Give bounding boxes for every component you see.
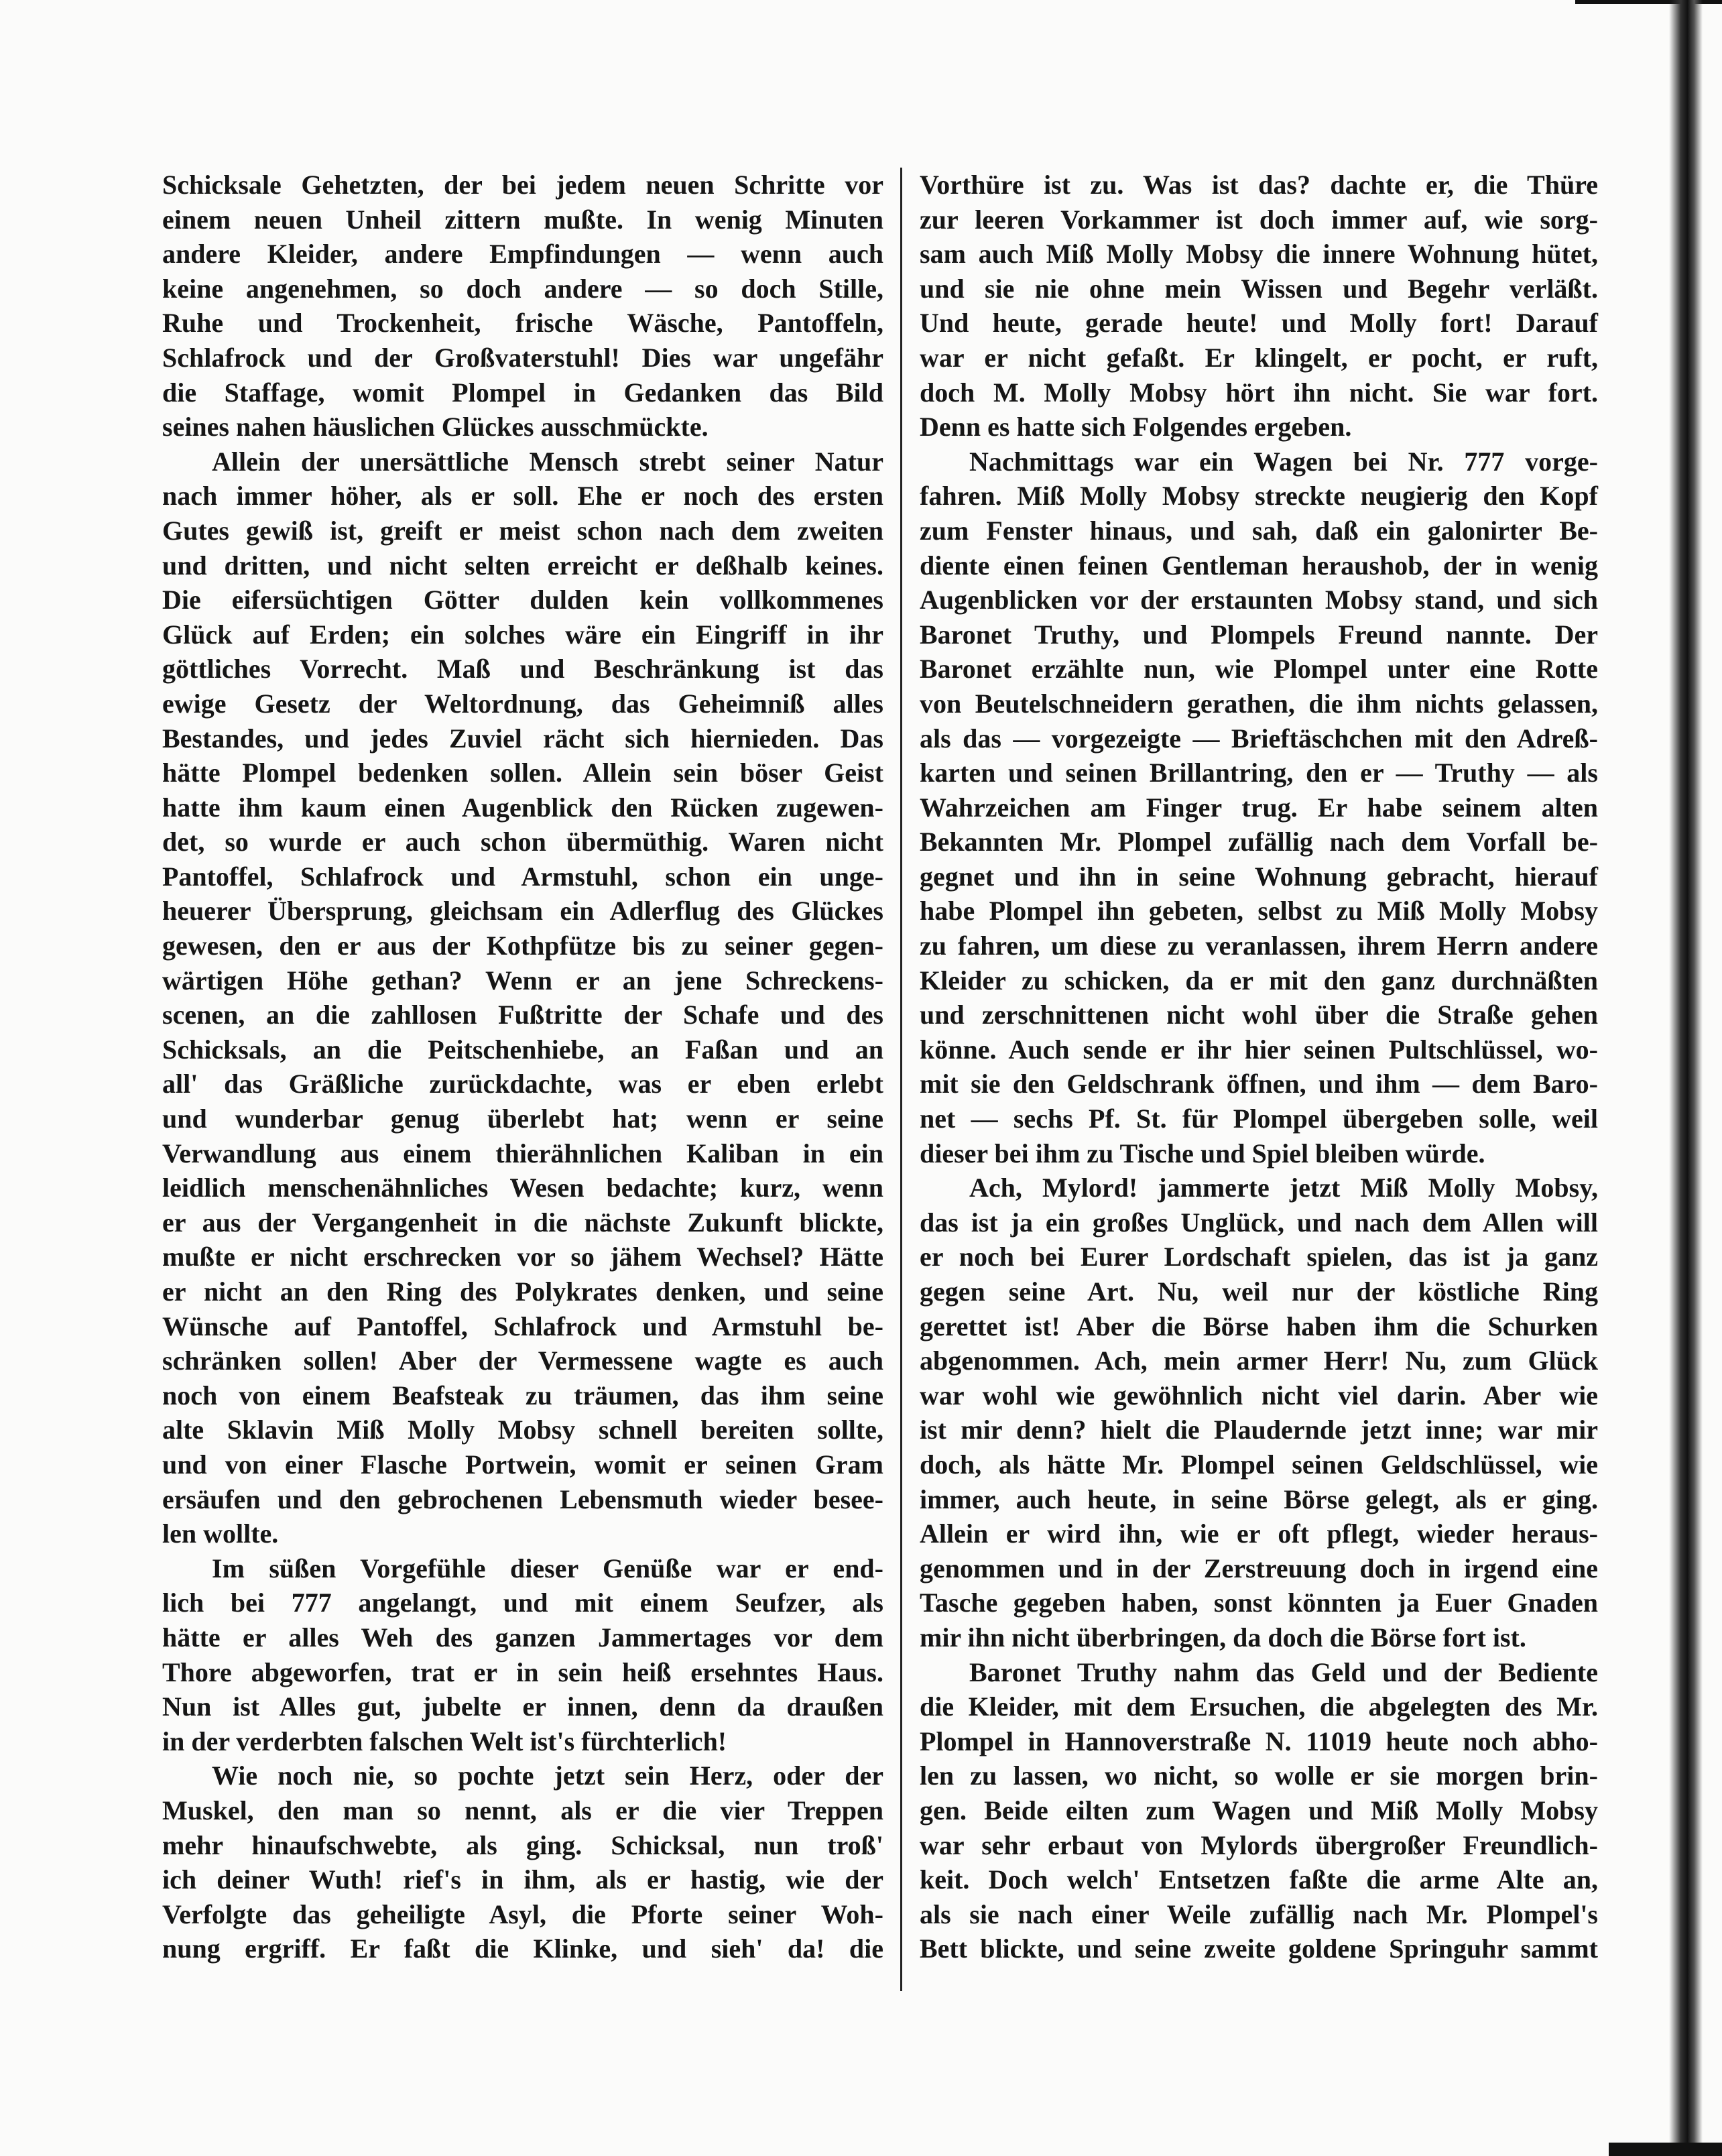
text-line: könne. Auch sende er ihr hier seinen Pultschlüssel, wo- (920, 1034, 1598, 1065)
text-line: Bestandes, und jedes Zuviel rächt sich hiernieden. Das (162, 723, 883, 754)
text-line: immer, auch heute, in seine Börse gelegt, als er ging. (920, 1484, 1598, 1514)
text-line: und von einer Flasche Portwein, womit er seinen Gram (162, 1449, 883, 1480)
text-line: Im süßen Vorgefühle dieser Genüße war er end- (212, 1553, 883, 1583)
text-line: Thore abgeworfen, trat er in sein heiß ersehntes Haus. (162, 1657, 883, 1687)
text-line: Bett blickte, und seine zweite goldene Springuhr sammt (920, 1933, 1598, 1964)
text-line: abgenommen. Ach, mein armer Herr! Nu, zum Glück (920, 1345, 1598, 1376)
text-line: mit sie den Geldschrank öffnen, und ihm — dem Baro- (920, 1069, 1598, 1099)
text-line: Schicksale Gehetzten, der bei jedem neuen Schritte vor (162, 170, 883, 200)
text-line: gewesen, den er aus der Kothpfütze bis zu seiner gegen- (162, 931, 883, 961)
text-line: Verfolgte das geheiligte Asyl, die Pforte seiner Woh- (162, 1899, 883, 1929)
text-line: Baronet Truthy, und Plompels Freund nannte. Der (920, 619, 1598, 650)
text-column-left (162, 168, 883, 1966)
text-line: Nachmittags war ein Wagen bei Nr. 777 vorge- (969, 446, 1598, 477)
text-line: ist mir denn? hielt die Plaudernde jetzt inne; war mir (920, 1415, 1598, 1445)
text-line: war sehr erbaut von Mylords übergroßer Freundlich- (920, 1830, 1598, 1860)
text-line: len zu lassen, wo nicht, so wolle er sie morgen brin- (920, 1760, 1598, 1791)
text-line: Nun ist Alles gut, jubelte er innen, denn da draußen (162, 1691, 883, 1722)
text-line: hätte Plompel bedenken sollen. Allein sein böser Geist (162, 758, 883, 788)
text-line: doch M. Molly Mobsy hört ihn nicht. Sie war fort. (920, 377, 1598, 408)
text-line: nach immer höher, als er soll. Ehe er noch des ersten (162, 481, 883, 512)
text-line: seines nahen häuslichen Glückes ausschmückte. (162, 412, 709, 442)
text-line: Die eifersüchtigen Götter dulden kein vollkommenes (162, 585, 883, 615)
text-line: diente einen feinen Gentleman heraushob, der in wenig (920, 550, 1598, 581)
text-line: war er nicht gefaßt. Er klingelt, er pocht, er ruft, (920, 342, 1598, 373)
text-line: war wohl wie gewöhnlich nicht viel darin. Aber wie (920, 1380, 1598, 1411)
text-line: scenen, an die zahllosen Fußtritte der Schafe und des (162, 1000, 883, 1030)
text-line: noch von einem Beafsteak zu träumen, das ihm seine (162, 1380, 883, 1411)
text-line: net — sechs Pf. St. für Plompel übergeben solle, weil (920, 1103, 1598, 1134)
text-line: keine angenehmen, so doch andere — so doch Stille, (162, 273, 883, 304)
text-line: Baronet Truthy nahm das Geld und der Bediente (969, 1657, 1598, 1687)
text-line: Pantoffel, Schlafrock und Armstuhl, schon ein unge- (162, 861, 883, 892)
text-line: Wünsche auf Pantoffel, Schlafrock und Armstuhl be- (162, 1311, 883, 1341)
text-line: Schicksals, an die Peitschenhiebe, an Faßan und an (162, 1034, 883, 1065)
text-line: leidlich menschenähnliches Wesen bedachte; kurz, wenn (162, 1173, 883, 1203)
text-line: all' das Gräßliche zurückdachte, was er eben erlebt (162, 1069, 883, 1099)
text-line: gegen seine Art. Nu, weil nur der köstliche Ring (920, 1276, 1598, 1307)
text-line: mußte er nicht erschrecken vor so jähem Wechsel? Hätte (162, 1242, 883, 1272)
text-line: Plompel in Hannoverstraße N. 11019 heute noch abho- (920, 1726, 1598, 1756)
text-line: mehr hinaufschwebte, als ging. Schicksal, nun troß' (162, 1830, 883, 1860)
text-line: nung ergriff. Er faßt die Klinke, und sieh' da! die (162, 1933, 883, 1964)
text-line: dieser bei ihm zu Tische und Spiel bleiben würde. (920, 1138, 1485, 1169)
text-line: Gutes gewiß ist, greift er meist schon nach dem zweiten (162, 515, 883, 546)
text-line: von Beutelschneidern gerathen, die ihm nichts gelassen, (920, 688, 1598, 719)
text-line: Vorthüre ist zu. Was ist das? dachte er, die Thüre (920, 170, 1598, 200)
text-column-right (920, 168, 1598, 1966)
column-divider (900, 168, 902, 1991)
text-line: er noch bei Eurer Lordschaft spielen, das ist ja ganz (920, 1242, 1598, 1272)
text-line: zum Fenster hinaus, und sah, daß ein galonirter Be- (920, 515, 1598, 546)
text-line: Und heute, gerade heute! und Molly fort! Darauf (920, 308, 1598, 339)
text-line: Allein er wird ihn, wie er oft pflegt, wieder heraus- (920, 1518, 1598, 1549)
text-line: Baronet erzählte nun, wie Plompel unter eine Rotte (920, 654, 1598, 684)
text-line: und zerschnittenen nicht wohl über die Straße gehen (920, 1000, 1598, 1030)
text-line: ewige Gesetz der Weltordnung, das Geheimniß alles (162, 688, 883, 719)
text-line: lich bei 777 angelangt, und mit einem Seufzer, als (162, 1588, 883, 1618)
text-line: alte Sklavin Miß Molly Mobsy schnell bereiten sollte, (162, 1415, 883, 1445)
text-line: er aus der Vergangenheit in die nächste Zukunft blickte, (162, 1207, 883, 1238)
text-line: in der verderbten falschen Welt ist's fürchterlich! (162, 1726, 727, 1756)
text-line: Glück auf Erden; ein solches wäre ein Eingriff in ihr (162, 619, 883, 650)
text-line: Wie noch nie, so pochte jetzt sein Herz, oder der (212, 1760, 883, 1791)
text-line: doch, als hätte Mr. Plompel seinen Geldschlüssel, wie (920, 1449, 1598, 1480)
text-line: er nicht an den Ring des Polykrates denken, und seine (162, 1276, 883, 1307)
text-line: und dritten, und nicht selten erreicht er deßhalb keines. (162, 550, 883, 581)
text-line: Ach, Mylord! jammerte jetzt Miß Molly Mobsy, (969, 1173, 1598, 1203)
text-line: keit. Doch welch' Entsetzen faßte die arme Alte an, (920, 1864, 1598, 1895)
text-line: göttliches Vorrecht. Maß und Beschränkung ist das (162, 654, 883, 684)
text-line: schränken sollen! Aber der Vermessene wagte es auch (162, 1345, 883, 1376)
text-line: Wahrzeichen am Finger trug. Er habe seinem alten (920, 792, 1598, 823)
book-gutter-shadow (1669, 0, 1703, 2156)
text-line: hätte er alles Weh des ganzen Jammertages vor dem (162, 1622, 883, 1653)
text-line: gerettet ist! Aber die Börse haben ihm die Schurken (920, 1311, 1598, 1341)
text-line: und wunderbar genug überlebt hat; wenn er seine (162, 1103, 883, 1134)
text-line: heuerer Übersprung, gleichsam ein Adlerflug des Glückes (162, 896, 883, 926)
text-line: einem neuen Unheil zittern mußte. In wenig Minuten (162, 204, 883, 235)
text-line: ich deiner Wuth! rief's in ihm, als er hastig, wie der (162, 1864, 883, 1895)
text-line: Kleider zu schicken, da er mit den ganz durchnäßten (920, 965, 1598, 996)
text-line: zur leeren Vorkammer ist doch immer auf, wie sorg- (920, 204, 1598, 235)
text-line: Denn es hatte sich Folgendes ergeben. (920, 412, 1352, 442)
text-line: Muskel, den man so nennt, als er die vier Treppen (162, 1795, 883, 1825)
text-line: sam auch Miß Molly Mobsy die innere Wohnung hütet, (920, 239, 1598, 270)
text-line: Schlafrock und der Großvaterstuhl! Dies war ungefähr (162, 342, 883, 373)
text-line: und sie nie ohne mein Wissen und Begehr verläßt. (920, 273, 1598, 304)
text-line: mir ihn nicht überbringen, da doch die Börse fort ist. (920, 1622, 1526, 1653)
text-line: die Staffage, womit Plompel in Gedanken das Bild (162, 377, 883, 408)
text-line: genommen und in der Zerstreuung doch in irgend eine (920, 1553, 1598, 1583)
text-line: det, so wurde er auch schon übermüthig. Waren nicht (162, 827, 883, 857)
scan-border-bottom (1609, 2143, 1722, 2156)
text-line: gen. Beide eilten zum Wagen und Miß Molly Mobsy (920, 1795, 1598, 1825)
text-line: das ist ja ein großes Unglück, und nach dem Allen will (920, 1207, 1598, 1238)
text-line: wärtigen Höhe gethan? Wenn er an jene Schreckens- (162, 965, 883, 996)
text-line: fahren. Miß Molly Mobsy streckte neugierig den Kopf (920, 481, 1598, 512)
text-line: ersäufen und den gebrochenen Lebensmuth wieder besee- (162, 1484, 883, 1514)
text-line: andere Kleider, andere Empfindungen — wenn auch (162, 239, 883, 270)
text-line: Ruhe und Trockenheit, frische Wäsche, Pantoffeln, (162, 308, 883, 339)
text-line: Verwandlung aus einem thierähnlichen Kaliban in ein (162, 1138, 883, 1169)
text-line: zu fahren, um diese zu veranlassen, ihrem Herrn andere (920, 931, 1598, 961)
text-line: gegnet und ihn in seine Wohnung gebracht, hierauf (920, 861, 1598, 892)
text-line: len wollte. (162, 1518, 279, 1549)
text-line: Tasche gegeben haben, sonst könnten ja Euer Gnaden (920, 1588, 1598, 1618)
text-line: karten und seinen Brillantring, den er — Truthy — als (920, 758, 1598, 788)
text-line: Bekannten Mr. Plompel zufällig nach dem Vorfall be- (920, 827, 1598, 857)
text-line: Allein der unersättliche Mensch strebt seiner Natur (212, 446, 883, 477)
text-line: hatte ihm kaum einen Augenblick den Rücken zugewen- (162, 792, 883, 823)
text-line: als das — vorgezeigte — Brieftäschchen mit den Adreß- (920, 723, 1598, 754)
text-line: habe Plompel ihn gebeten, selbst zu Miß Molly Mobsy (920, 896, 1598, 926)
text-line: Augenblicken vor der erstaunten Mobsy stand, und sich (920, 585, 1598, 615)
text-line: die Kleider, mit dem Ersuchen, die abgelegten des Mr. (920, 1691, 1598, 1722)
text-line: als sie nach einer Weile zufällig nach Mr. Plompel's (920, 1899, 1598, 1929)
